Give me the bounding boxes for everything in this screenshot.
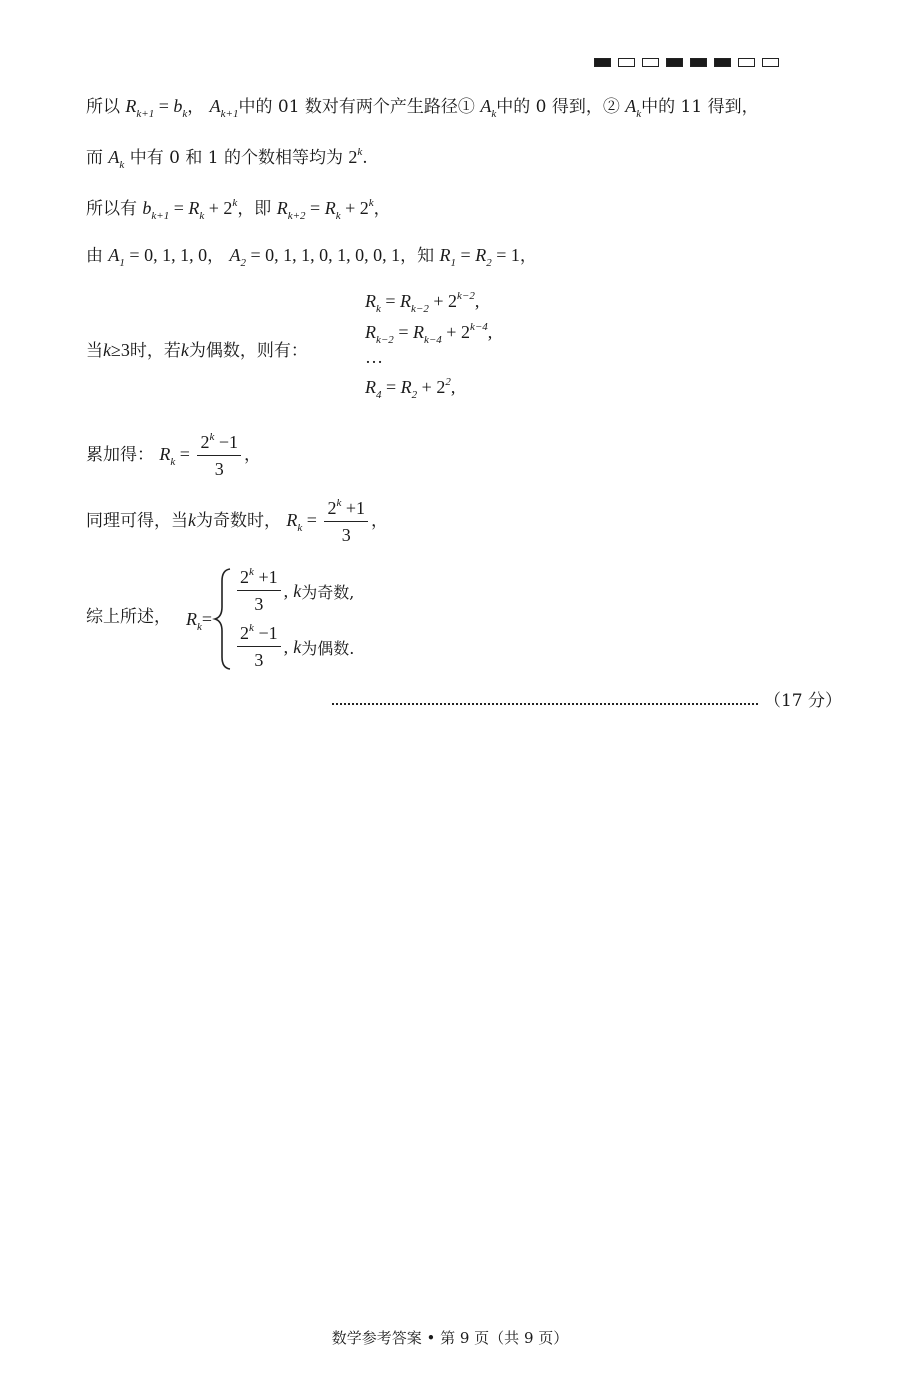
- line-3: 所以有 $b_{k+1} = R_k + 2^k$，即 $R_{k+2} = R_k + 2^k$，: [86, 197, 391, 222]
- recurrence-row: $R_{k-2} = R_{k-4} + 2^{k-4}$,: [365, 321, 493, 346]
- header-marks: [594, 58, 779, 67]
- header-mark-filled: [666, 58, 683, 67]
- left-brace-icon: [212, 567, 234, 671]
- math-A-k: $A_k$: [108, 147, 125, 171]
- piecewise: $R_k$ = $\frac{2^k +1}{3}$ , k 为奇数, $\frac{2^k -1}{3}$ , k 为偶数.: [186, 566, 355, 670]
- header-mark-empty: [762, 58, 779, 67]
- math-A-k1: $A_{k+1}$: [209, 96, 239, 120]
- math-R-k1: $R_{k+1}$: [125, 96, 155, 120]
- header-mark-filled: [714, 58, 731, 67]
- math-b-k: $b_k$: [173, 96, 188, 120]
- recurrence-row: $R_k = R_{k-2} + 2^{k-2}$,: [365, 290, 480, 315]
- line-7: 同理可得，当k为奇数时， $R_k$ = $\frac{2^k +1}{3}$ ，: [86, 496, 388, 545]
- line-5: 当k≥3时，若k为偶数，则有：: [86, 340, 308, 361]
- case-odd: $\frac{2^k +1}{3}$ , k 为奇数,: [234, 566, 354, 616]
- line-8: 综上所述，: [86, 607, 171, 627]
- math-A-k: $A_k$: [480, 96, 497, 120]
- line-2: 而 $A_k$ 中有 0 和 1 的个数相等均为 2$^k$.: [86, 146, 368, 171]
- score-line: [332, 686, 842, 711]
- header-mark-filled: [594, 58, 611, 67]
- case-even: $\frac{2^k -1}{3}$ , k 为偶数.: [234, 622, 354, 672]
- dotted-leader: [332, 693, 758, 705]
- fraction-odd: $\frac{2^k +1}{3}$: [324, 497, 368, 547]
- recurrence-row: $R_4 = R_2 + 2^2$,: [365, 376, 456, 401]
- header-mark-empty: [738, 58, 755, 67]
- recurrence-ellipsis: …: [365, 347, 383, 367]
- page-footer: 数学参考答案 • 第 9 页（共 9 页）: [331, 1329, 569, 1347]
- header-mark-filled: [690, 58, 707, 67]
- header-mark-empty: [618, 58, 635, 67]
- text: 所以: [86, 97, 120, 117]
- line-1: 所以 $R_{k+1} = b_k$， $A_{k+1}$中的 01 数对有两个产生路径① $A_k$中的 0 得到，② $A_k$中的 11 得到，: [86, 96, 759, 120]
- recurrence-system: [365, 286, 492, 403]
- fraction-even: $\frac{2^k -1}{3}$: [197, 431, 241, 481]
- score-label: （17 分）: [763, 691, 842, 711]
- line-4: 由 $A_1 = 0$, 1, 1, 0， $A_2 = 0$, 1, 1, 0, 1, 0, 0, 1，知 $R_1 = R_2 = 1$，: [86, 245, 537, 269]
- line-6: 累加得： $R_k$ = $\frac{2^k -1}{3}$ ，: [86, 430, 261, 479]
- cases: [234, 566, 354, 672]
- math-2-pow-k: 2$^k$: [348, 146, 363, 167]
- math-A-k: $A_k$: [625, 96, 642, 120]
- header-mark-empty: [642, 58, 659, 67]
